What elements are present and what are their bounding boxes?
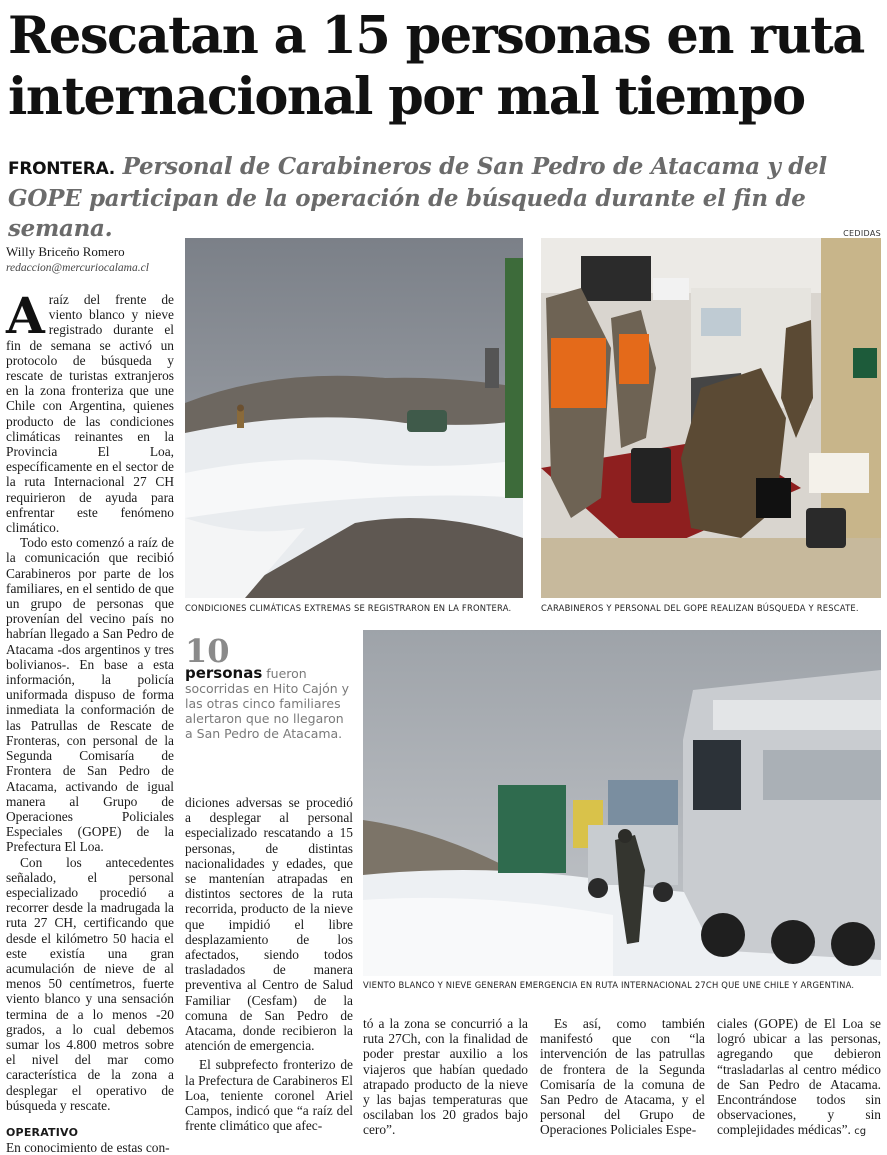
subhead-operativo: OPERATIVO — [6, 1125, 79, 1139]
col5-paragraph-1: ciales (GOPE) de El Loa se logró ubicar a las personas, agregando que debieron “trasladarlas al centro médico de San Pedro de Atacama. Encontrándose todos sin observaciones, y sin complejidades médicas”. — [717, 1016, 881, 1138]
col1-paragraph-2: Todo esto comenzó a raíz de la comunicación que recibió Carabineros por parte de los familiares, en el sentido de que un grupo de personas que provenían del vecino país no habrían llegado a San Pedro de Atacama -dos argentinos y tres bolivianos-. En base a esta información, la policía uniformada dispuso de forma inmediata la conformación de las Patrullas de Rescate de Fronteras, con personal de la Segunda Comisaría de Frontera de San Pedro de Atacama, activando de igual manera al Grupo de Operaciones Policiales Especiales (GOPE) de la Prefectura El Loa. — [6, 535, 174, 855]
dropcap: A — [6, 286, 45, 345]
col4-paragraph-1: Es así, como también manifestó que con “la intervención de las patrullas de frontera de la Segunda Comisaría de la comuna de San Pedro de Atacama, y el personal del Grupo de Operaciones Policiales Espe- — [540, 1016, 705, 1138]
column-1 — [6, 286, 174, 1155]
stat-text: fueron socorridas en Hito Cajón y las otras cinco familiares alertaron que no llegaron a San Pedro de Atacama. — [185, 666, 350, 741]
photo-3-caption: VIENTO BLANCO Y NIEVE GENERAN EMERGENCIA EN RUTA INTERNACIONAL 27CH QUE UNE CHILE Y ARGENTINA. — [363, 980, 855, 990]
author-name: Willy Briceño Romero — [6, 244, 125, 259]
command-room-illustration — [541, 238, 881, 598]
col3-paragraph-1: tó a la zona se concurrió a la ruta 27Ch, con la finalidad de poder prestar auxilio a los viajeros que habían quedado atrapado producto de la nieve y las bajas temperaturas que oscilaban los 20 grados bajo cero”. — [363, 1016, 528, 1138]
snow-road-illustration — [185, 238, 523, 598]
stat-callout — [185, 666, 353, 741]
photo-1-caption: CONDICIONES CLIMÁTICAS EXTREMAS SE REGISTRARON EN LA FRONTERA. — [185, 603, 512, 613]
headline: Rescatan a 15 personas en ruta internacional por mal tiempo — [8, 6, 864, 127]
stat-bold: personas — [185, 664, 263, 682]
column-3 — [363, 1016, 528, 1138]
photo-2-caption: CARABINEROS Y PERSONAL DEL GOPE REALIZAN BÚSQUEDA Y RESCATE. — [541, 603, 859, 613]
author-email: redaccion@mercuriocalama.cl — [6, 262, 149, 274]
kicker: FRONTERA. — [8, 159, 115, 179]
photo-command-room — [541, 238, 881, 598]
column-5 — [717, 1016, 881, 1140]
photo-credit: CEDIDAS — [843, 229, 881, 238]
col1-paragraph-3: Con los antecedentes señalado, el personal especializado procedió a recorrer desde la madrugada la ruta 27 CH, certificando que desde el kilómetro 50 hacia el este existía una gran acumulación de nieve de al menos 50 centímetros, fuerte viento blanco y una sensación termina de a lo menos -20 grados, a lo cual debemos sumar los 4.800 metros sobre el nivel del mar como característica de la zona a desplegar el operativo de búsqueda y rescate. — [6, 854, 174, 1113]
photo-snow-road — [185, 238, 523, 598]
column-4 — [540, 1016, 705, 1138]
col2-paragraph-1: diciones adversas se procedió a desplegar al personal especializado rescatando a 15 personas, de distintas nacionalidades y edades, que se mantenían atrapadas en distintos sectores de la ruta recorrida, producto de la nieve que impidió el libre desplazamiento de los afectados, siendo todos trasladados de manera preventiva al Centro de Salud Familiar (Cesfam) de la comuna de San Pedro de Atacama, donde recibieron la atención de emergencia. — [185, 795, 353, 1054]
end-mark: cg — [854, 1126, 867, 1138]
deck — [8, 152, 883, 244]
deck-text: Personal de Carabineros de San Pedro de Atacama y del GOPE participan de la operación de búsqueda durante el fin de semana. — [8, 153, 827, 242]
col1-paragraph-1: raíz del frente de viento blanco y nieve registrado durante el fin de semana se activó un protocolo de búsqueda y rescate de turistas extranjeros en la zona fronteriza que une Chile con Argentina, quienes producto de las condiciones climáticas reinantes en la Provincia El Loa, específicamente en el sector de la ruta Internacional 27 CH requirieron de ayuda para enfrentar este fenómeno climático. — [6, 292, 174, 536]
col1-paragraph-4: En conocimiento de estas con- — [6, 1140, 170, 1155]
column-2 — [185, 795, 353, 1133]
col2-paragraph-2: El subprefecto fronterizo de la Prefectura de Carabineros El Loa, teniente coronel Ariel Campos, indicó que “a raíz del frente climático que afec- — [185, 1057, 353, 1134]
photo-trucks-snow — [363, 630, 881, 976]
trucks-snow-illustration — [363, 630, 881, 976]
stat-number: 10 — [185, 632, 230, 670]
